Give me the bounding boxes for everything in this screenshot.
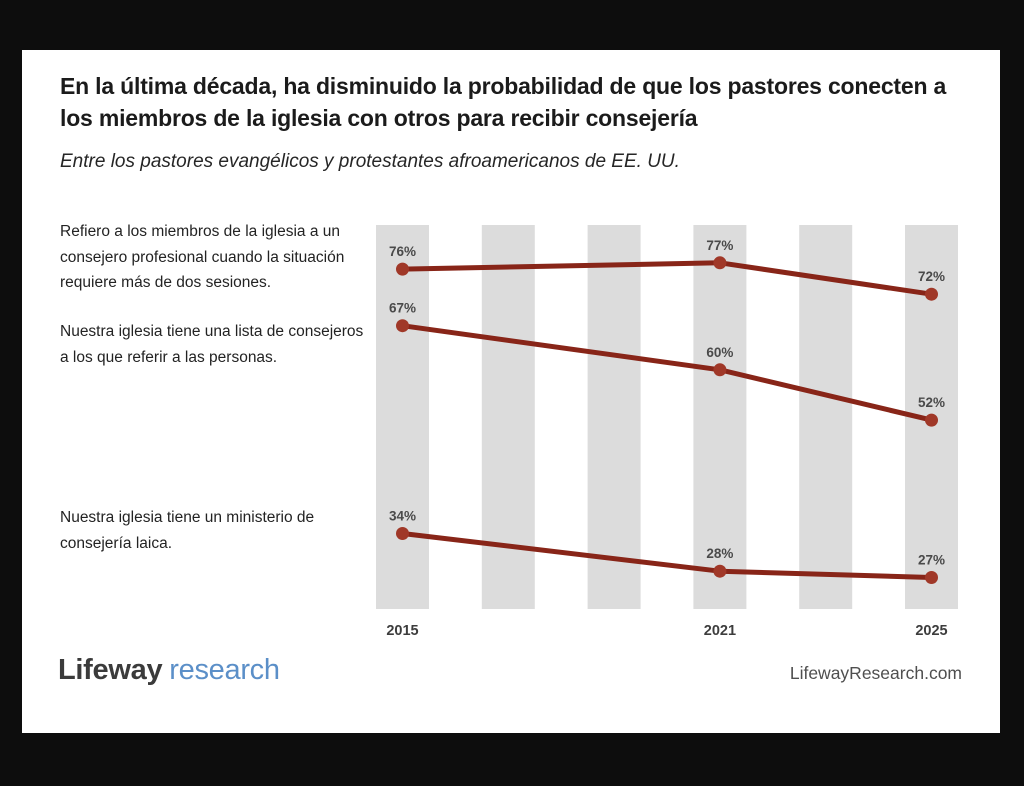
background-bar (482, 225, 535, 609)
data-point (396, 527, 409, 540)
value-label: 60% (706, 344, 734, 360)
logo-primary-text: Lifeway (58, 654, 163, 686)
data-point (713, 565, 726, 578)
chart-svg (376, 225, 958, 643)
value-label: 72% (917, 269, 946, 285)
chart-title: En la última década, ha disminuido la probabilidad de que los pastores conecten a los miembros de la iglesia con otros para recibir consejería (60, 73, 947, 132)
data-point (396, 263, 409, 276)
year-tick-label: 2021 (703, 623, 737, 639)
value-label: 67% (388, 300, 417, 316)
data-point (925, 288, 938, 301)
series-label-professional-counselor: Refiero a los miembros de la iglesia a un consejero profesional cuando la situación requiere más de dos sesiones. (60, 223, 345, 292)
data-point (396, 319, 409, 332)
chart-card (22, 50, 1000, 733)
year-tick-label: 2015 (386, 623, 419, 639)
website-url: LifewayResearch.com (789, 663, 962, 683)
logo-secondary-text: research (169, 654, 280, 686)
value-label: 52% (917, 395, 946, 411)
series-label-counselor-list: Nuestra iglesia tiene una lista de consejeros a los que referir a las personas. (60, 323, 364, 366)
value-label: 34% (388, 508, 417, 524)
value-label: 76% (388, 244, 417, 260)
year-tick-label: 2025 (915, 623, 948, 639)
lifeway-research-logo (58, 654, 280, 687)
line-chart-plot (376, 225, 958, 645)
series-label-lay-counseling-ministry: Nuestra iglesia tiene un ministerio de consejería laica. (60, 509, 315, 552)
data-point (925, 571, 938, 584)
value-label: 77% (706, 237, 734, 253)
value-label: 27% (917, 552, 946, 568)
data-point (713, 363, 726, 376)
value-label: 28% (706, 546, 734, 562)
data-point (925, 414, 938, 427)
chart-subtitle: Entre los pastores evangélicos y protestantes afroamericanos de EE. UU. (60, 151, 680, 172)
background-bar (588, 225, 641, 609)
background-bar (376, 225, 429, 609)
data-point (713, 256, 726, 269)
